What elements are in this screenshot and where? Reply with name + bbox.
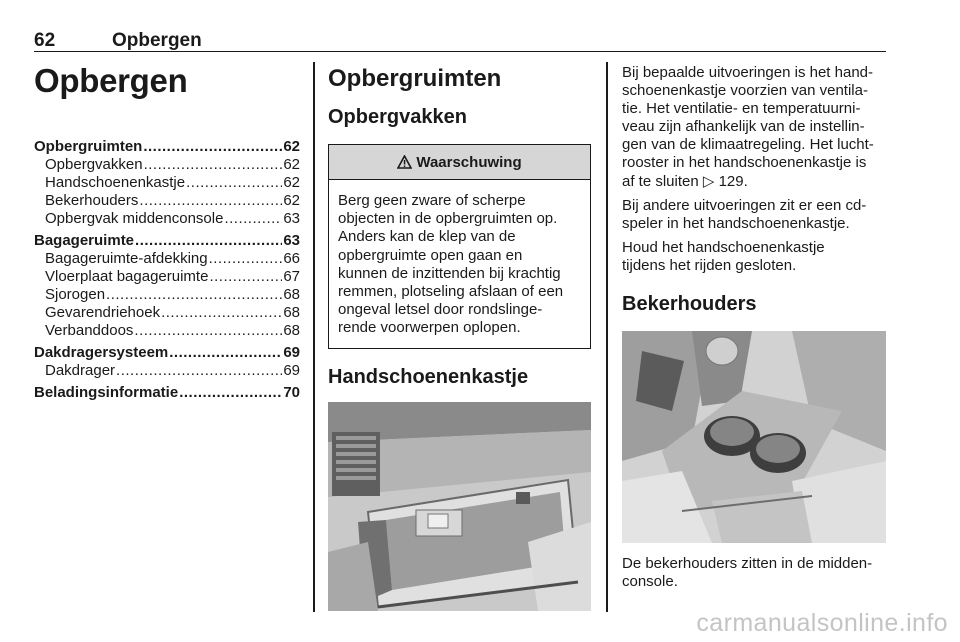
toc-leader-dots [169,344,282,362]
warning-line: remmen, plotseling afslaan of een [338,283,564,301]
toc-entry-label: Bagageruimte [34,232,135,249]
text-line: Houd het handschoenenkastje [622,238,825,256]
toc-entry-page: 67 [283,268,300,285]
toc-entry-label: Opbergruimten [34,138,143,155]
toc-leader-dots [139,192,282,210]
toc-entry-page: 62 [283,156,300,173]
toc-entry[interactable] [34,362,300,380]
toc-entry-label: Opbergvak middenconsole [45,210,224,227]
warning-line: Anders kan de klep van de [338,228,516,246]
section-heading-handschoenenkastje: Handschoenenkastje [328,365,529,388]
toc-entry[interactable] [34,268,300,286]
paragraph-cd-speler [622,197,886,233]
toc-entry[interactable] [34,232,300,250]
section-heading-bekerhouders: Bekerhouders [622,293,757,316]
toc-entry-label: Sjorogen [45,286,106,303]
section-heading-opbergruimten: Opbergruimten [328,65,502,92]
toc-entry-page: 68 [283,286,300,303]
page-reference-link[interactable]: af te sluiten ▷ 129. [622,172,748,190]
toc-entry[interactable] [34,250,300,268]
toc-entry-label: Vloerplaat bagageruimte [45,268,209,285]
toc-entry-label: Dakdrager [45,362,116,379]
toc-entry-page: 62 [283,174,300,191]
warning-line: opbergruimte open gaan en [338,246,523,264]
toc-entry-page: 66 [283,250,300,267]
toc-entry-page: 63 [283,232,300,249]
warning-line: ongeval letsel door rondslinge- [338,301,543,319]
glovebox-photo [328,402,591,611]
toc-leader-dots [134,322,282,340]
toc-column [34,62,300,402]
warning-line: kunnen de inzittenden bij krachtig [338,264,561,282]
toc-leader-dots [144,156,283,174]
text-line: speler in het handschoenenkastje. [622,214,850,232]
text-line: veau zijn afhankelijk van de instellin- [622,118,865,136]
warning-line: rende voorwerpen oplopen. [338,319,521,337]
text-line: rooster in het handschoenenkastje is [622,154,867,172]
right-column [622,64,886,597]
text-line: tijdens het rijden gesloten. [622,256,797,274]
watermark: carmanualsonline.info [696,609,948,637]
toc-leader-dots [135,232,282,250]
text-line: tie. Het ventilatie- en temperatuurni- [622,100,861,118]
toc-leader-dots [209,268,282,286]
toc-entry-page: 70 [283,384,300,401]
toc-entry-page: 63 [283,210,300,227]
photo-caption [622,555,886,591]
toc-entry-page: 62 [283,138,300,155]
toc-entry[interactable] [34,286,300,304]
header-section-title: Opbergen [112,30,202,51]
toc-entry-label: Bekerhouders [45,192,139,209]
warning-line: objecten in de opbergruimten op. [338,210,558,228]
page-number: 62 [34,30,56,51]
text-line: Bij bepaalde uitvoeringen is het hand- [622,64,874,81]
toc-entry[interactable] [34,384,300,402]
warning-body [329,180,590,348]
toc-leader-dots [209,250,283,268]
toc-entry[interactable] [34,138,300,156]
toc-entry-label: Handschoenenkastje [45,174,186,191]
toc-entry-page: 69 [283,344,300,361]
paragraph-gesloten [622,239,886,275]
paragraph-ventilatie [622,64,886,191]
toc-entry[interactable] [34,174,300,192]
warning-line: Berg geen zware of scherpe [338,192,526,209]
table-of-contents [34,138,300,402]
toc-leader-dots [224,210,282,228]
text-line: De bekerhouders zitten in de midden- [622,555,873,573]
column-divider-right [606,62,608,612]
cupholder-photo [622,331,886,543]
toc-entry-label: Opbergvakken [45,156,143,173]
middle-column [328,62,591,611]
text-line: gen van de klimaatregeling. Het lucht- [622,136,874,154]
toc-leader-dots [179,384,282,402]
column-divider-left [313,62,315,612]
toc-leader-dots [161,304,282,322]
toc-entry[interactable] [34,344,300,362]
toc-entry-page: 68 [283,322,300,339]
toc-leader-dots [186,174,282,192]
warning-header [329,145,590,180]
toc-entry-label: Dakdragersysteem [34,344,169,361]
toc-leader-dots [106,286,282,304]
toc-entry-label: Bagageruimte-afdekking [45,250,208,267]
toc-entry[interactable] [34,322,300,340]
warning-title: Waarschuwing [416,153,522,171]
toc-entry[interactable] [34,192,300,210]
toc-entry-label: Beladingsinformatie [34,384,179,401]
toc-entry-label: Verbanddoos [45,322,134,339]
page-header [34,28,886,52]
toc-entry-label: Gevarendriehoek [45,304,161,321]
warning-box [328,144,591,349]
toc-leader-dots [143,138,282,156]
subheading-opbergvakken: Opbergvakken [328,106,467,128]
toc-entry[interactable] [34,156,300,174]
toc-entry[interactable] [34,304,300,322]
text-line: console. [622,573,678,591]
warning-triangle-icon [397,155,412,169]
chapter-title: Opbergen [34,62,188,99]
text-line: Bij andere uitvoeringen zit er een cd- [622,196,867,214]
toc-entry[interactable] [34,210,300,228]
toc-leader-dots [116,362,282,380]
toc-entry-page: 62 [283,192,300,209]
toc-entry-page: 69 [283,362,300,379]
toc-entry-page: 68 [283,304,300,321]
text-line: schoenenkastje voorzien van ventila- [622,82,868,100]
